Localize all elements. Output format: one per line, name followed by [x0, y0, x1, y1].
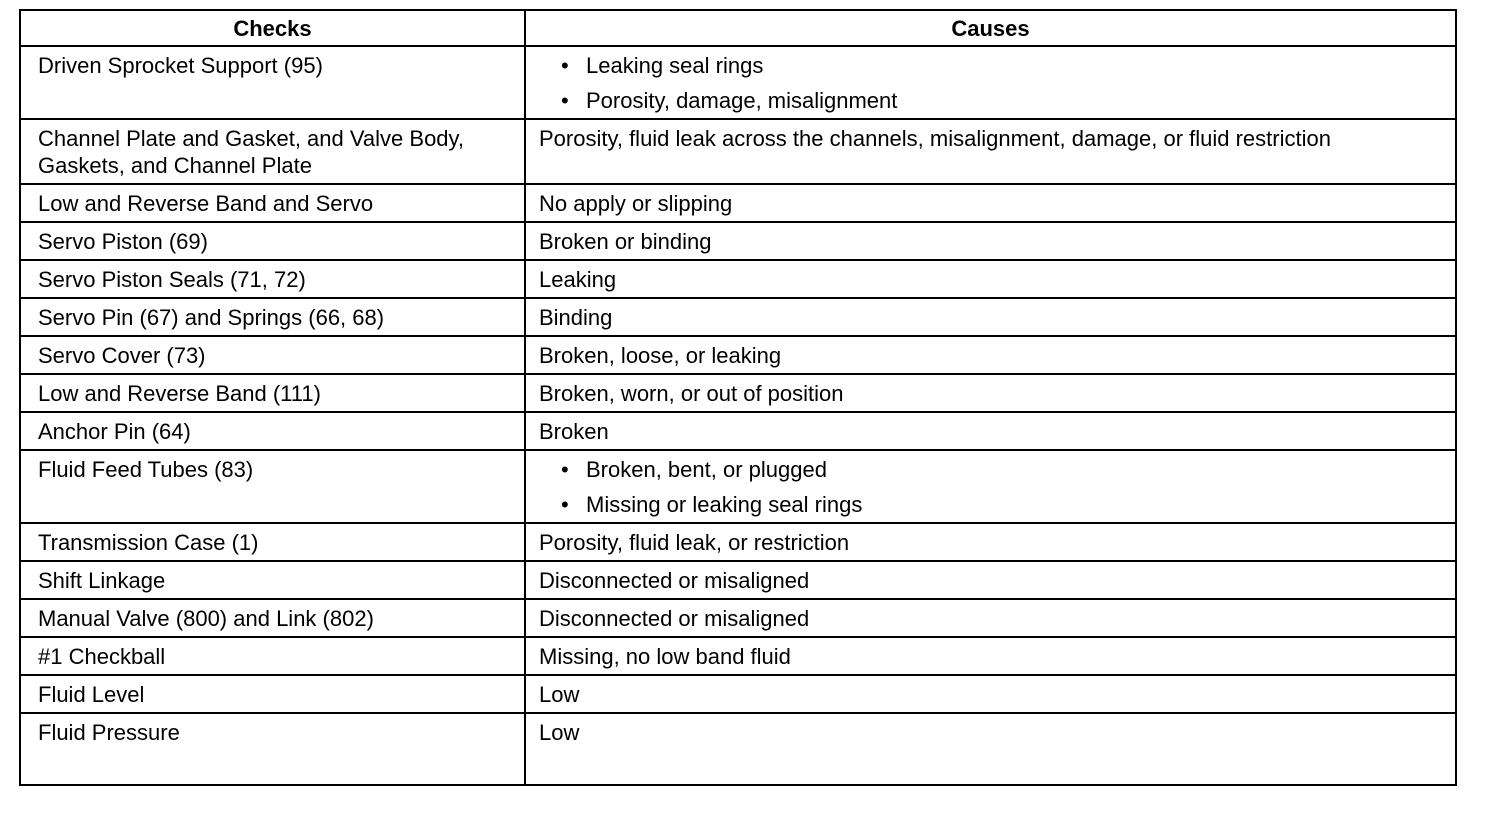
table-row: [20, 412, 1456, 450]
check-cell: Low and Reverse Band and Servo: [20, 184, 525, 222]
checks-causes-table: [19, 9, 1457, 786]
header-checks: Checks: [20, 10, 525, 46]
cause-cell: Porosity, fluid leak, or restriction: [525, 523, 1456, 561]
table-row: [20, 713, 1456, 785]
bullet-icon: •: [561, 53, 569, 78]
check-cell: Servo Piston Seals (71, 72): [20, 260, 525, 298]
cause-cell: Missing, no low band fluid: [525, 637, 1456, 675]
check-cell: Channel Plate and Gasket, and Valve Body, Gaskets, and Channel Plate: [20, 119, 525, 184]
table-row: [20, 298, 1456, 336]
check-cell: Transmission Case (1): [20, 523, 525, 561]
check-cell: Driven Sprocket Support (95): [20, 46, 525, 119]
check-cell: Manual Valve (800) and Link (802): [20, 599, 525, 637]
table-row: [20, 46, 1456, 119]
table-row: [20, 374, 1456, 412]
cause-cell: Leaking: [525, 260, 1456, 298]
list-item: [539, 491, 1443, 518]
cause-cell: [525, 450, 1456, 523]
cause-cell: Low: [525, 675, 1456, 713]
table-row: [20, 260, 1456, 298]
table-row: [20, 523, 1456, 561]
check-cell: Fluid Level: [20, 675, 525, 713]
cause-cell: Broken or binding: [525, 222, 1456, 260]
check-cell: Low and Reverse Band (111): [20, 374, 525, 412]
cause-cell: Broken, worn, or out of position: [525, 374, 1456, 412]
cause-cell: [525, 46, 1456, 119]
check-cell: Servo Pin (67) and Springs (66, 68): [20, 298, 525, 336]
table-row: [20, 222, 1456, 260]
check-cell: Servo Cover (73): [20, 336, 525, 374]
check-cell: Shift Linkage: [20, 561, 525, 599]
table-row: [20, 675, 1456, 713]
cause-cell: Low: [525, 713, 1456, 785]
cause-cell: Broken: [525, 412, 1456, 450]
cause-text: Missing or leaking seal rings: [586, 492, 863, 517]
check-cell: Servo Piston (69): [20, 222, 525, 260]
list-item: [539, 87, 1443, 114]
cause-list: [539, 52, 1443, 114]
cause-text: Porosity, damage, misalignment: [586, 88, 898, 113]
table-row: [20, 599, 1456, 637]
cause-text: Broken, bent, or plugged: [586, 457, 827, 482]
cause-cell: Disconnected or misaligned: [525, 561, 1456, 599]
table-row: [20, 184, 1456, 222]
bullet-icon: •: [561, 492, 569, 517]
bullet-icon: •: [561, 457, 569, 482]
table-header-row: [20, 10, 1456, 46]
table-row: [20, 561, 1456, 599]
check-cell: Fluid Feed Tubes (83): [20, 450, 525, 523]
cause-cell: Broken, loose, or leaking: [525, 336, 1456, 374]
cause-cell: Disconnected or misaligned: [525, 599, 1456, 637]
check-cell: #1 Checkball: [20, 637, 525, 675]
bullet-icon: •: [561, 88, 569, 113]
cause-text: Leaking seal rings: [586, 53, 764, 78]
cause-cell: Binding: [525, 298, 1456, 336]
table-row: [20, 336, 1456, 374]
cause-cell: Porosity, fluid leak across the channels, misalignment, damage, or fluid restriction: [525, 119, 1456, 184]
cause-cell: No apply or slipping: [525, 184, 1456, 222]
header-causes: Causes: [525, 10, 1456, 46]
check-cell: Anchor Pin (64): [20, 412, 525, 450]
table-row: [20, 119, 1456, 184]
cause-list: [539, 456, 1443, 518]
list-item: [539, 52, 1443, 79]
table-row: [20, 637, 1456, 675]
table-row: [20, 450, 1456, 523]
check-cell: Fluid Pressure: [20, 713, 525, 785]
list-item: [539, 456, 1443, 483]
